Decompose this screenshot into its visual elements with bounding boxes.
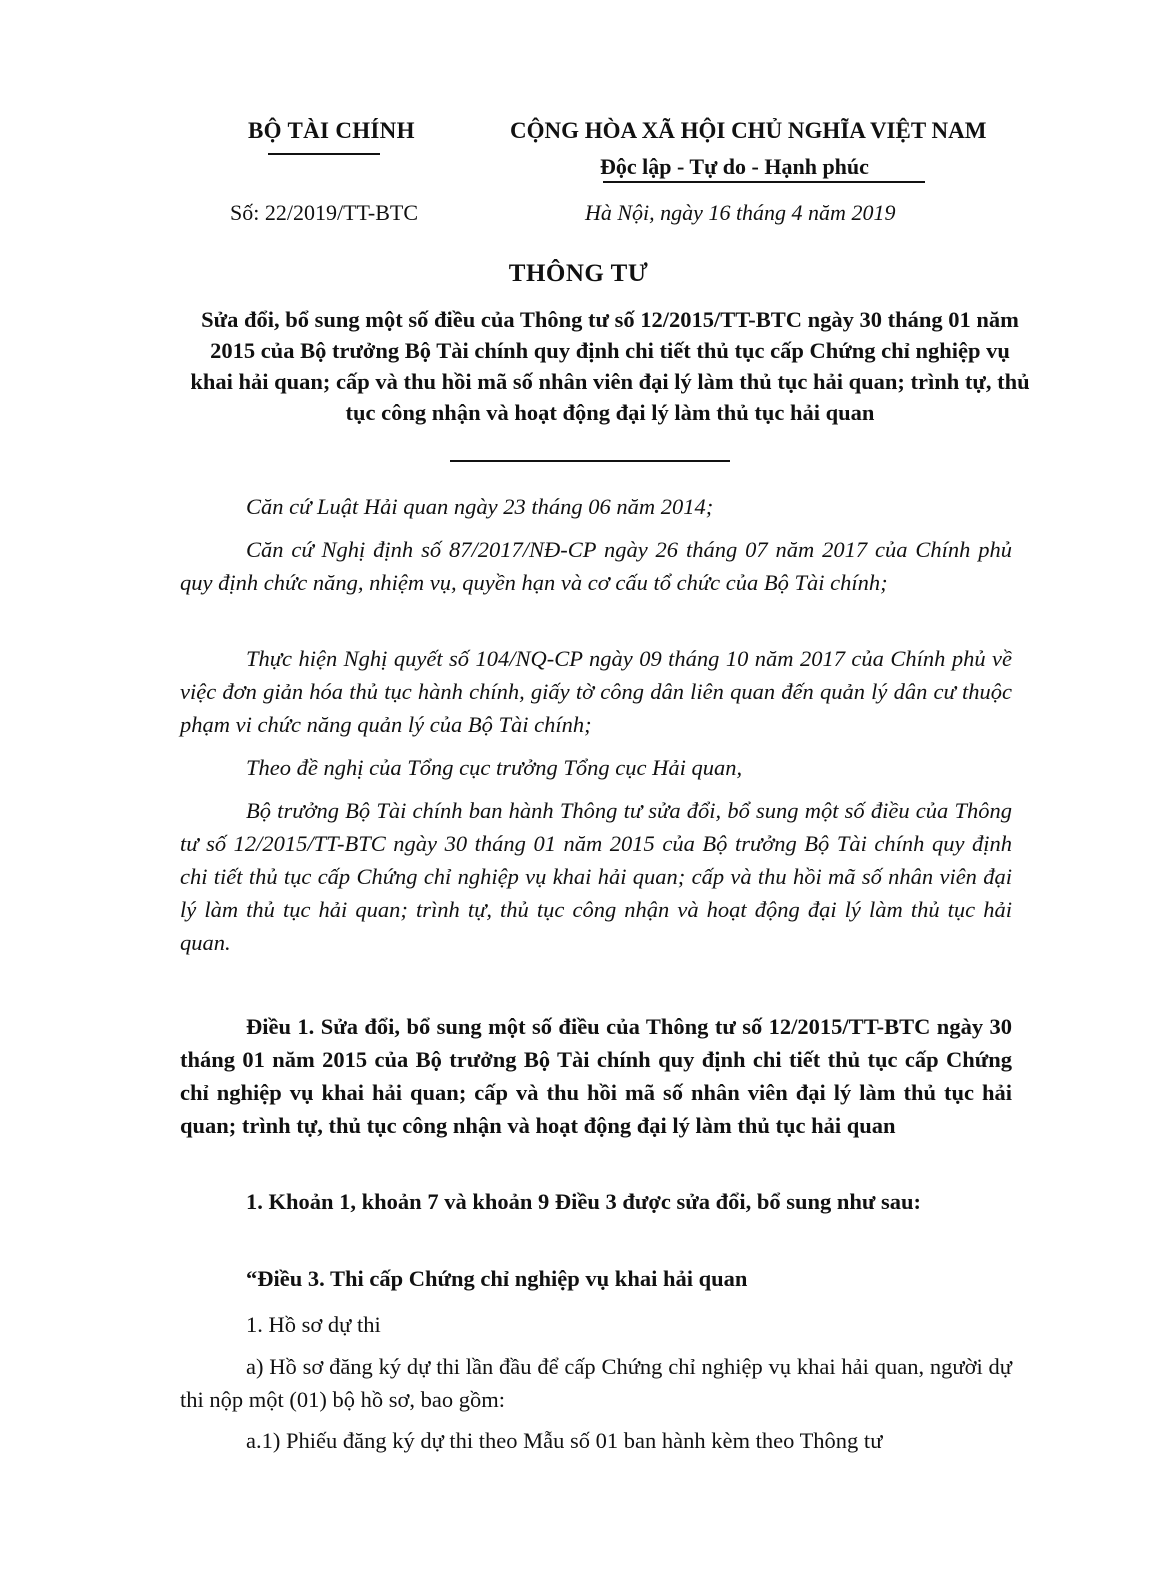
document-subject: Sửa đổi, bổ sung một số điều của Thông tư số 12/2015/TT-BTC ngày 30 tháng 01 năm 2015 của Bộ trưởng Bộ Tài chính quy định chi tiết thủ tục cấp Chứng chỉ nghiệp vụ khai hải quan; cấp và thu hồi mã số nhân viên đại lý làm thủ tục hải quan; trình tự, thủ tục công nhận và hoạt động đại lý làm thủ tục hải quan bbox=[190, 307, 1030, 425]
clause-1-heading: 1. Khoản 1, khoản 7 và khoản 9 Điều 3 được sửa đổi, bổ sung như sau: bbox=[246, 1189, 922, 1214]
preamble-paragraph: Bộ trưởng Bộ Tài chính ban hành Thông tư sửa đổi, bổ sung một số điều của Thông tư số 12/2015/TT-BTC ngày 30 tháng 01 năm 2015 của Bộ trưởng Bộ Tài chính quy định chi tiết thủ tục cấp Chứng chỉ nghiệp vụ khai hải quan; cấp và thu hồi mã số nhân viên đại lý làm thủ tục hải quan; trình tự, thủ tục công nhận và hoạt động đại lý làm thủ tục hải quan. bbox=[180, 798, 1012, 955]
document-date: Hà Nội, ngày 16 tháng 4 năm 2019 bbox=[585, 200, 896, 225]
document-type-title: THÔNG TƯ bbox=[508, 260, 649, 287]
national-motto: Độc lập - Tự do - Hạnh phúc bbox=[600, 154, 869, 179]
issuing-ministry: BỘ TÀI CHÍNH bbox=[248, 118, 415, 143]
item-1: 1. Hồ sơ dự thi bbox=[246, 1312, 381, 1337]
title-underline bbox=[450, 460, 730, 462]
article-3-heading: “Điều 3. Thi cấp Chứng chỉ nghiệp vụ khai hải quan bbox=[246, 1266, 748, 1291]
preamble-paragraph: Căn cứ Luật Hải quan ngày 23 tháng 06 năm 2014; bbox=[246, 494, 714, 519]
item-a1: a.1) Phiếu đăng ký dự thi theo Mẫu số 01 ban hành kèm theo Thông tư bbox=[246, 1428, 883, 1453]
preamble-paragraph: Căn cứ Nghị định số 87/2017/NĐ-CP ngày 26 tháng 07 năm 2017 của Chính phủ quy định chức năng, nhiệm vụ, quyền hạn và cơ cấu tổ chức của Bộ Tài chính; bbox=[180, 537, 1012, 595]
motto-underline bbox=[603, 181, 925, 183]
preamble-paragraph: Thực hiện Nghị quyết số 104/NQ-CP ngày 09 tháng 10 năm 2017 của Chính phủ về việc đơn giản hóa thủ tục hành chính, giấy tờ công dân liên quan đến quản lý dân cư thuộc phạm vi chức năng quản lý của Bộ Tài chính; bbox=[180, 646, 1012, 737]
ministry-underline bbox=[268, 153, 380, 155]
item-a: a) Hồ sơ đăng ký dự thi lần đầu để cấp Chứng chỉ nghiệp vụ khai hải quan, người dự thi nộp một (01) bộ hồ sơ, bao gồm: bbox=[180, 1354, 1012, 1412]
country-name: CỘNG HÒA XÃ HỘI CHỦ NGHĨA VIỆT NAM bbox=[510, 118, 987, 143]
preamble-paragraph: Theo đề nghị của Tổng cục trưởng Tổng cục Hải quan, bbox=[246, 755, 743, 780]
article-1-heading: Điều 1. Sửa đổi, bổ sung một số điều của Thông tư số 12/2015/TT-BTC ngày 30 tháng 01 năm 2015 của Bộ trưởng Bộ Tài chính quy định chi tiết thủ tục cấp Chứng chỉ nghiệp vụ khai hải quan; cấp và thu hồi mã số nhân viên đại lý làm thủ tục hải quan; trình tự, thủ tục công nhận và hoạt động đại lý làm thủ tục hải quan bbox=[180, 1014, 1012, 1138]
document-number: Số: 22/2019/TT-BTC bbox=[230, 200, 419, 225]
